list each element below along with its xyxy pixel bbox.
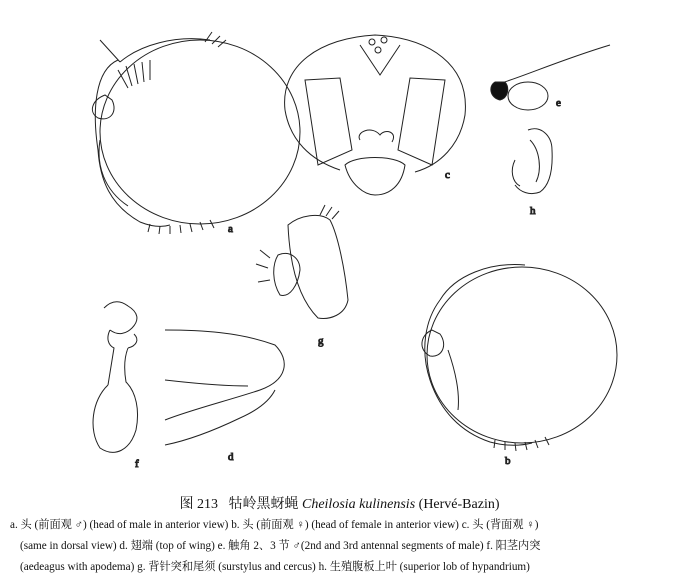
figure-title-latin: Cheilosia kulinensis <box>301 497 416 512</box>
panel-c-drawing <box>285 35 466 195</box>
panel-a-drawing <box>92 32 300 234</box>
panel-label-b: b <box>505 455 511 467</box>
panel-label-f: f <box>135 458 139 470</box>
panel-label-c: c <box>445 169 450 181</box>
figure-caption-legend <box>10 515 674 578</box>
panel-label-g: g <box>318 335 324 347</box>
panel-e-drawing <box>491 45 610 110</box>
panel-d-drawing <box>165 330 284 445</box>
figure-title-author: (Hervé-Bazin) <box>418 497 500 512</box>
panel-label-d: d <box>228 451 234 463</box>
panel-f-drawing <box>93 302 138 453</box>
panel-label-a: a <box>228 223 233 235</box>
figure-caption-title <box>0 493 679 513</box>
panel-g-drawing <box>256 205 348 318</box>
caption-line: (same in dorsal view) d. 翅端 (top of wing) e. 触角 2、3 节 ♂(2nd and 3rd antennal segments of male) f. 阳茎内突 <box>20 540 541 552</box>
panel-label-h: h <box>530 205 536 217</box>
panel-b-drawing <box>422 265 617 451</box>
panel-label-e: e <box>556 97 561 109</box>
caption-line: (aedeagus with apodema) g. 背针突和尾须 (surstylus and cercus) h. 生殖腹板上叶 (superior lob of hypandrium) <box>20 561 530 573</box>
panel-h-drawing <box>512 129 552 194</box>
figure-number: 图 213 <box>179 497 218 512</box>
figure-title-cn: 牯岭黑蚜蝇 <box>228 497 299 512</box>
caption-line: a. 头 (前面观 ♂) (head of male in anterior view) b. 头 (前面观 ♀) (head of female in anterior view) c. 头 (背面观 ♀) <box>10 519 539 531</box>
